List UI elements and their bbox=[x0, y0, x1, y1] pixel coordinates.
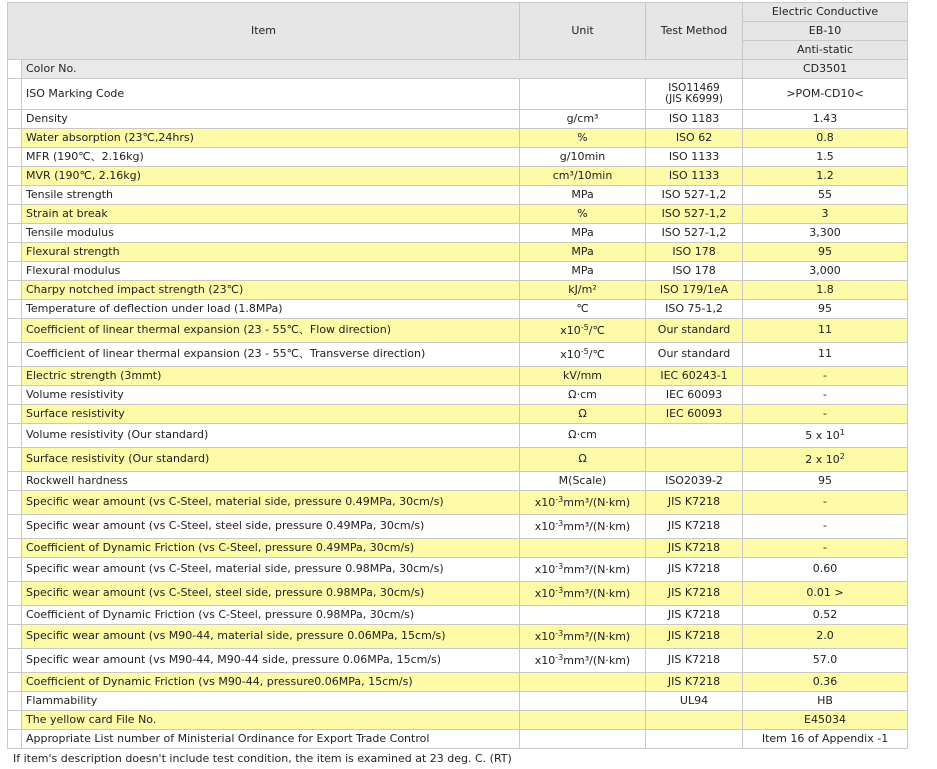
row-unit bbox=[520, 649, 646, 673]
row-unit bbox=[520, 606, 646, 625]
row-method: IEC 60093 bbox=[646, 386, 743, 405]
row-item: Flexural modulus bbox=[22, 262, 520, 281]
value-exponent: 1 bbox=[839, 427, 845, 437]
row-unit: MPa bbox=[520, 186, 646, 205]
row-method: JIS K7218 bbox=[646, 625, 743, 649]
row-method: JIS K7218 bbox=[646, 491, 743, 515]
row-gutter bbox=[8, 472, 22, 491]
row-item: Specific wear amount (vs C-Steel, material side, pressure 0.98MPa, 30cm/s) bbox=[22, 558, 520, 582]
row-gutter bbox=[8, 558, 22, 582]
row-gutter bbox=[8, 367, 22, 386]
row-method bbox=[646, 448, 743, 472]
iso-marking-unit bbox=[520, 79, 646, 110]
row-method: ISO 75-1,2 bbox=[646, 300, 743, 319]
row-unit: kJ/m² bbox=[520, 281, 646, 300]
row-method: IEC 60243-1 bbox=[646, 367, 743, 386]
spec-table-container bbox=[7, 2, 907, 765]
row-gutter bbox=[8, 319, 22, 343]
unit-exponent: -3 bbox=[555, 652, 564, 662]
row-method: JIS K7218 bbox=[646, 539, 743, 558]
table-row bbox=[8, 386, 908, 405]
unit-exponent: -3 bbox=[555, 494, 564, 504]
unit-base: x10 bbox=[534, 519, 556, 533]
footnote: If item's description doesn't include test condition, the item is examined at 23 deg. C. (RT) bbox=[13, 752, 512, 765]
row-item: Coefficient of linear thermal expansion (23 - 55℃、Flow direction) bbox=[22, 319, 520, 343]
row-gutter bbox=[8, 405, 22, 424]
row-method: ISO 527-1,2 bbox=[646, 205, 743, 224]
row-gutter bbox=[8, 539, 22, 558]
row-value: 1.2 bbox=[743, 167, 908, 186]
row-unit bbox=[520, 711, 646, 730]
table-row bbox=[8, 110, 908, 129]
row-method: ISO 62 bbox=[646, 129, 743, 148]
row-value: - bbox=[743, 539, 908, 558]
row-gutter bbox=[8, 224, 22, 243]
unit-exponent: -3 bbox=[555, 585, 564, 595]
row-value: 0.8 bbox=[743, 129, 908, 148]
row-gutter bbox=[8, 281, 22, 300]
table-row bbox=[8, 262, 908, 281]
row-method: Our standard bbox=[646, 319, 743, 343]
row-unit bbox=[520, 673, 646, 692]
row-gutter bbox=[8, 79, 22, 110]
unit-tail: /℃ bbox=[588, 323, 605, 337]
row-gutter bbox=[8, 205, 22, 224]
row-method: JIS K7218 bbox=[646, 673, 743, 692]
unit-tail: mm³/(N·km) bbox=[563, 562, 631, 576]
row-value: 3,000 bbox=[743, 262, 908, 281]
unit-exponent: -3 bbox=[555, 518, 564, 528]
table-row bbox=[8, 448, 908, 472]
row-value: 57.0 bbox=[743, 649, 908, 673]
row-value: 3,300 bbox=[743, 224, 908, 243]
row-value: - bbox=[743, 386, 908, 405]
row-gutter bbox=[8, 262, 22, 281]
table-row bbox=[8, 649, 908, 673]
row-item: MFR (190℃、2.16kg) bbox=[22, 148, 520, 167]
row-gutter bbox=[8, 692, 22, 711]
table-row bbox=[8, 148, 908, 167]
row-method: ISO 178 bbox=[646, 243, 743, 262]
unit-base: x10 bbox=[534, 586, 556, 600]
row-method: ISO2039-2 bbox=[646, 472, 743, 491]
row-value: 2.0 bbox=[743, 625, 908, 649]
row-item: Specific wear amount (vs C-Steel, steel side, pressure 0.49MPa, 30cm/s) bbox=[22, 515, 520, 539]
row-gutter bbox=[8, 625, 22, 649]
row-value: 0.01 > bbox=[743, 582, 908, 606]
spec-table bbox=[7, 2, 908, 749]
row-item: Specific wear amount (vs C-Steel, material side, pressure 0.49MPa, 30cm/s) bbox=[22, 491, 520, 515]
row-item: Surface resistivity (Our standard) bbox=[22, 448, 520, 472]
row-gutter bbox=[8, 300, 22, 319]
row-method: UL94 bbox=[646, 692, 743, 711]
row-gutter bbox=[8, 515, 22, 539]
unit-exponent: -3 bbox=[555, 628, 564, 638]
row-item: Specific wear amount (vs C-Steel, steel side, pressure 0.98MPa, 30cm/s) bbox=[22, 582, 520, 606]
row-value: HB bbox=[743, 692, 908, 711]
row-gutter bbox=[8, 110, 22, 129]
row-item: Volume resistivity bbox=[22, 386, 520, 405]
row-unit: % bbox=[520, 205, 646, 224]
row-method: JIS K7218 bbox=[646, 582, 743, 606]
row-unit: Ω bbox=[520, 405, 646, 424]
row-unit bbox=[520, 582, 646, 606]
row-unit bbox=[520, 625, 646, 649]
row-unit bbox=[520, 319, 646, 343]
row-item: Strain at break bbox=[22, 205, 520, 224]
iso-marking-method bbox=[646, 79, 743, 110]
header-test-method: Test Method bbox=[646, 3, 743, 60]
row-gutter bbox=[8, 243, 22, 262]
color-row bbox=[8, 60, 908, 79]
row-gutter bbox=[8, 606, 22, 625]
row-method: JIS K7218 bbox=[646, 558, 743, 582]
iso-marking-row bbox=[8, 79, 908, 110]
row-item: The yellow card File No. bbox=[22, 711, 520, 730]
row-unit: MPa bbox=[520, 262, 646, 281]
row-unit bbox=[520, 558, 646, 582]
row-gutter bbox=[8, 424, 22, 448]
header-grade-line1: Electric Conductive bbox=[743, 3, 908, 22]
row-value: Item 16 of Appendix -1 bbox=[743, 730, 908, 749]
table-row bbox=[8, 343, 908, 367]
row-item: Appropriate List number of Ministerial Ordinance for Export Trade Control bbox=[22, 730, 520, 749]
header-unit: Unit bbox=[520, 3, 646, 60]
row-method bbox=[646, 730, 743, 749]
row-gutter bbox=[8, 60, 22, 79]
row-unit: cm³/10min bbox=[520, 167, 646, 186]
row-gutter bbox=[8, 730, 22, 749]
iso-marking-value: >POM-CD10< bbox=[743, 79, 908, 110]
unit-base: x10 bbox=[534, 653, 556, 667]
row-unit: % bbox=[520, 129, 646, 148]
table-row bbox=[8, 539, 908, 558]
row-unit: g/cm³ bbox=[520, 110, 646, 129]
row-unit: MPa bbox=[520, 224, 646, 243]
table-row bbox=[8, 582, 908, 606]
color-value: CD3501 bbox=[743, 60, 908, 79]
table-row bbox=[8, 300, 908, 319]
table-row bbox=[8, 625, 908, 649]
row-gutter bbox=[8, 186, 22, 205]
table-row bbox=[8, 472, 908, 491]
row-item: Tensile modulus bbox=[22, 224, 520, 243]
unit-tail: /℃ bbox=[588, 347, 605, 361]
row-unit: Ω bbox=[520, 448, 646, 472]
table-row bbox=[8, 558, 908, 582]
row-gutter bbox=[8, 129, 22, 148]
unit-exponent: -5 bbox=[580, 322, 589, 332]
row-method: ISO 1133 bbox=[646, 148, 743, 167]
table-row bbox=[8, 606, 908, 625]
unit-base: x10 bbox=[534, 629, 556, 643]
row-value bbox=[743, 448, 908, 472]
row-value: 1.43 bbox=[743, 110, 908, 129]
row-method: JIS K7218 bbox=[646, 606, 743, 625]
row-value: 11 bbox=[743, 343, 908, 367]
row-unit bbox=[520, 515, 646, 539]
unit-tail: mm³/(N·km) bbox=[563, 629, 631, 643]
unit-tail: mm³/(N·km) bbox=[563, 519, 631, 533]
row-method: ISO 1183 bbox=[646, 110, 743, 129]
unit-base: x10 bbox=[534, 562, 556, 576]
header-item: Item bbox=[8, 3, 520, 60]
row-gutter bbox=[8, 343, 22, 367]
row-item: Charpy notched impact strength (23℃) bbox=[22, 281, 520, 300]
row-value: 55 bbox=[743, 186, 908, 205]
unit-tail: mm³/(N·km) bbox=[563, 495, 631, 509]
row-unit: ℃ bbox=[520, 300, 646, 319]
row-value: - bbox=[743, 405, 908, 424]
value-exponent: 2 bbox=[839, 451, 845, 461]
iso-marking-method-line2: (JIS K6999) bbox=[665, 93, 724, 105]
row-value bbox=[743, 424, 908, 448]
header-row bbox=[8, 3, 908, 22]
row-method: ISO 527-1,2 bbox=[646, 224, 743, 243]
row-value: 0.52 bbox=[743, 606, 908, 625]
row-method: ISO 179/1eA bbox=[646, 281, 743, 300]
row-item: Flexural strength bbox=[22, 243, 520, 262]
row-item: Coefficient of Dynamic Friction (vs C-Steel, pressure 0.49MPa, 30cm/s) bbox=[22, 539, 520, 558]
row-unit bbox=[520, 692, 646, 711]
row-unit bbox=[520, 343, 646, 367]
row-item: Density bbox=[22, 110, 520, 129]
row-value: 95 bbox=[743, 300, 908, 319]
row-unit bbox=[520, 491, 646, 515]
row-item: Electric strength (3mmt) bbox=[22, 367, 520, 386]
row-value: E45034 bbox=[743, 711, 908, 730]
unit-tail: mm³/(N·km) bbox=[563, 586, 631, 600]
table-row bbox=[8, 367, 908, 386]
row-method: ISO 527-1,2 bbox=[646, 186, 743, 205]
row-unit: M(Scale) bbox=[520, 472, 646, 491]
table-row bbox=[8, 424, 908, 448]
row-method: JIS K7218 bbox=[646, 649, 743, 673]
header-grade-line3: Anti-static bbox=[743, 41, 908, 60]
row-unit: g/10min bbox=[520, 148, 646, 167]
table-row bbox=[8, 405, 908, 424]
row-method: ISO 1133 bbox=[646, 167, 743, 186]
unit-base: x10 bbox=[534, 495, 556, 509]
table-row bbox=[8, 515, 908, 539]
row-gutter bbox=[8, 167, 22, 186]
color-label: Color No. bbox=[22, 60, 743, 79]
row-item: Surface resistivity bbox=[22, 405, 520, 424]
row-item: Specific wear amount (vs M90-44, material side, pressure 0.06MPa, 15cm/s) bbox=[22, 625, 520, 649]
row-value: 95 bbox=[743, 243, 908, 262]
row-item: Coefficient of Dynamic Friction (vs C-Steel, pressure 0.98MPa, 30cm/s) bbox=[22, 606, 520, 625]
row-method: ISO 178 bbox=[646, 262, 743, 281]
unit-base: x10 bbox=[560, 347, 581, 361]
row-method bbox=[646, 424, 743, 448]
row-item: Tensile strength bbox=[22, 186, 520, 205]
table-row bbox=[8, 281, 908, 300]
row-item: Water absorption (23℃,24hrs) bbox=[22, 129, 520, 148]
row-item: Temperature of deflection under load (1.8MPa) bbox=[22, 300, 520, 319]
row-item: Volume resistivity (Our standard) bbox=[22, 424, 520, 448]
table-row bbox=[8, 205, 908, 224]
row-item: Coefficient of linear thermal expansion (23 - 55℃、Transverse direction) bbox=[22, 343, 520, 367]
unit-base: x10 bbox=[560, 323, 581, 337]
row-value: 0.60 bbox=[743, 558, 908, 582]
row-unit bbox=[520, 539, 646, 558]
row-gutter bbox=[8, 673, 22, 692]
row-gutter bbox=[8, 386, 22, 405]
row-value: 1.8 bbox=[743, 281, 908, 300]
unit-exponent: -5 bbox=[580, 346, 589, 356]
value-base: 2 x 10 bbox=[805, 452, 840, 466]
table-row bbox=[8, 319, 908, 343]
row-value: - bbox=[743, 367, 908, 386]
row-unit: Ω·cm bbox=[520, 386, 646, 405]
row-value: 95 bbox=[743, 472, 908, 491]
row-value: - bbox=[743, 491, 908, 515]
row-method: JIS K7218 bbox=[646, 515, 743, 539]
row-item: MVR (190℃, 2.16kg) bbox=[22, 167, 520, 186]
value-base: 5 x 10 bbox=[805, 428, 840, 442]
row-gutter bbox=[8, 491, 22, 515]
row-value: 11 bbox=[743, 319, 908, 343]
iso-marking-method-line1: ISO11469 bbox=[668, 82, 720, 94]
iso-marking-label: ISO Marking Code bbox=[22, 79, 520, 110]
row-gutter bbox=[8, 448, 22, 472]
row-gutter bbox=[8, 582, 22, 606]
row-item: Flammability bbox=[22, 692, 520, 711]
header-grade-line2: EB-10 bbox=[743, 22, 908, 41]
table-row bbox=[8, 730, 908, 749]
row-value: - bbox=[743, 515, 908, 539]
row-value: 1.5 bbox=[743, 148, 908, 167]
row-item: Coefficient of Dynamic Friction (vs M90-44, pressure0.06MPa, 15cm/s) bbox=[22, 673, 520, 692]
row-gutter bbox=[8, 148, 22, 167]
row-value: 3 bbox=[743, 205, 908, 224]
unit-exponent: -3 bbox=[555, 561, 564, 571]
unit-tail: mm³/(N·km) bbox=[563, 653, 631, 667]
row-value: 0.36 bbox=[743, 673, 908, 692]
table-row bbox=[8, 711, 908, 730]
table-row bbox=[8, 224, 908, 243]
table-row bbox=[8, 692, 908, 711]
table-row bbox=[8, 673, 908, 692]
table-row bbox=[8, 167, 908, 186]
table-row bbox=[8, 186, 908, 205]
row-item: Specific wear amount (vs M90-44, M90-44 side, pressure 0.06MPa, 15cm/s) bbox=[22, 649, 520, 673]
row-gutter bbox=[8, 649, 22, 673]
row-gutter bbox=[8, 711, 22, 730]
row-method: IEC 60093 bbox=[646, 405, 743, 424]
row-item: Rockwell hardness bbox=[22, 472, 520, 491]
table-row bbox=[8, 491, 908, 515]
row-unit bbox=[520, 730, 646, 749]
row-method bbox=[646, 711, 743, 730]
row-unit: Ω·cm bbox=[520, 424, 646, 448]
row-unit: MPa bbox=[520, 243, 646, 262]
table-row bbox=[8, 243, 908, 262]
table-row bbox=[8, 129, 908, 148]
row-unit: kV/mm bbox=[520, 367, 646, 386]
row-method: Our standard bbox=[646, 343, 743, 367]
